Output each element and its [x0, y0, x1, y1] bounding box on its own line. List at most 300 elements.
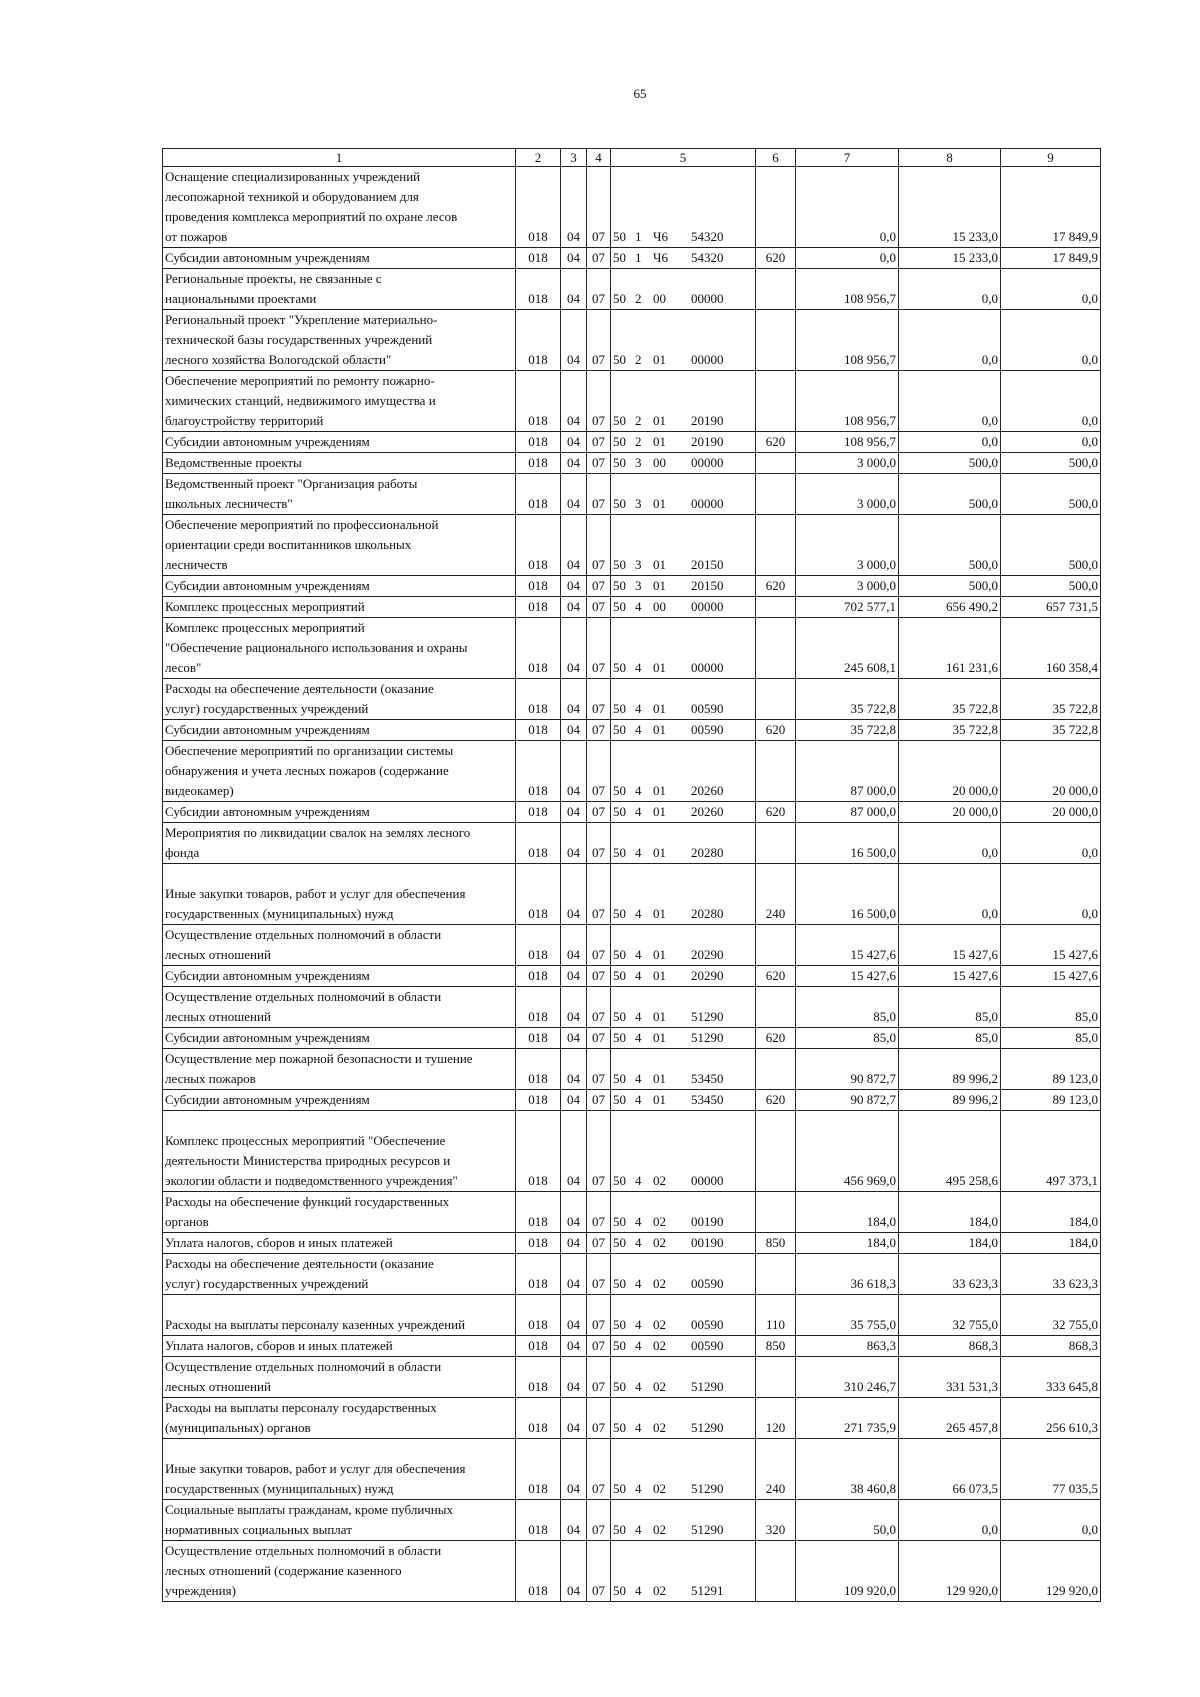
col-7-amount: 16 500,0 — [796, 864, 899, 925]
table-row — [163, 618, 1101, 679]
col-2-code: 018 — [516, 1357, 561, 1398]
code-part-direction: 4 — [635, 1009, 642, 1024]
row-name-line: Комплекс процессных мероприятий — [165, 620, 365, 635]
col-5-code — [611, 1254, 756, 1295]
col-2-code: 018 — [516, 167, 561, 248]
col-5-code — [611, 679, 756, 720]
col-5-code — [611, 720, 756, 741]
col-2-code: 018 — [516, 802, 561, 823]
row-name-line: лесов" — [165, 660, 202, 675]
col-9-amount: 184,0 — [1001, 1233, 1101, 1254]
code-part-program: 50 — [613, 557, 626, 572]
col-8-amount: 0,0 — [899, 269, 1001, 310]
col-7-amount: 245 608,1 — [796, 618, 899, 679]
header-cell: 8 — [899, 149, 1001, 167]
code-part-event: 01 — [653, 722, 666, 737]
col-8-amount: 35 722,8 — [899, 720, 1001, 741]
code-part-program: 50 — [613, 722, 626, 737]
header-row — [163, 149, 1101, 167]
col-8-amount: 15 233,0 — [899, 248, 1001, 269]
col-8-amount: 89 996,2 — [899, 1049, 1001, 1090]
col-3-code: 04 — [561, 823, 587, 864]
row-name-line: Расходы на обеспечение деятельности (оказание — [165, 1256, 434, 1271]
header-cell: 6 — [756, 149, 796, 167]
col-7-amount: 35 722,8 — [796, 679, 899, 720]
col-2-code: 018 — [516, 474, 561, 515]
col-2-code: 018 — [516, 1541, 561, 1602]
col-9-amount: 868,3 — [1001, 1336, 1101, 1357]
code-part-expense: 51290 — [691, 1481, 724, 1496]
col-9-amount: 85,0 — [1001, 987, 1101, 1028]
code-part-expense: 51290 — [691, 1379, 724, 1394]
row-name-line: обнаружения и учета лесных пожаров (содержание — [165, 763, 449, 778]
code-part-expense: 00590 — [691, 1276, 724, 1291]
row-name — [163, 1295, 516, 1336]
row-name — [163, 1090, 516, 1111]
code-part-program: 50 — [613, 1071, 626, 1086]
code-part-event: 02 — [653, 1338, 666, 1353]
col-5-code — [611, 371, 756, 432]
col-6-code — [756, 823, 796, 864]
code-part-program: 50 — [613, 968, 626, 983]
col-7-amount: 310 246,7 — [796, 1357, 899, 1398]
col-7-amount: 109 920,0 — [796, 1541, 899, 1602]
code-part-event: 02 — [653, 1522, 666, 1537]
code-part-program: 50 — [613, 1522, 626, 1537]
col-5-code — [611, 474, 756, 515]
col-4-code: 07 — [587, 576, 611, 597]
col-8-amount: 184,0 — [899, 1233, 1001, 1254]
col-2-code: 018 — [516, 515, 561, 576]
col-3-code: 04 — [561, 864, 587, 925]
col-4-code: 07 — [587, 679, 611, 720]
col-7-amount: 271 735,9 — [796, 1398, 899, 1439]
row-name — [163, 823, 516, 864]
row-name-line: (муниципальных) органов — [165, 1420, 311, 1435]
col-6-code: 320 — [756, 1500, 796, 1541]
col-7-amount: 863,3 — [796, 1336, 899, 1357]
col-5-code — [611, 864, 756, 925]
row-name — [163, 1398, 516, 1439]
col-5-code — [611, 432, 756, 453]
row-name — [163, 925, 516, 966]
col-3-code: 04 — [561, 269, 587, 310]
col-6-code — [756, 474, 796, 515]
col-9-amount: 0,0 — [1001, 864, 1101, 925]
table-row — [163, 1028, 1101, 1049]
code-part-program: 50 — [613, 1173, 626, 1188]
col-6-code — [756, 987, 796, 1028]
table-row — [163, 269, 1101, 310]
col-7-amount: 108 956,7 — [796, 371, 899, 432]
code-part-expense: 00000 — [691, 352, 724, 367]
col-8-amount: 15 233,0 — [899, 167, 1001, 248]
col-2-code: 018 — [516, 720, 561, 741]
col-9-amount: 32 755,0 — [1001, 1295, 1101, 1336]
col-6-code — [756, 310, 796, 371]
col-3-code: 04 — [561, 1357, 587, 1398]
row-name-line: национальными проектами — [165, 291, 317, 306]
table-row — [163, 576, 1101, 597]
col-6-code — [756, 1111, 796, 1192]
col-3-code: 04 — [561, 453, 587, 474]
code-part-program: 50 — [613, 1420, 626, 1435]
code-part-direction: 4 — [635, 1071, 642, 1086]
col-3-code: 04 — [561, 987, 587, 1028]
table-row — [163, 515, 1101, 576]
col-8-amount: 0,0 — [899, 1500, 1001, 1541]
code-part-program: 50 — [613, 1338, 626, 1353]
code-part-direction: 2 — [635, 291, 642, 306]
code-part-event: 02 — [653, 1481, 666, 1496]
col-2-code: 018 — [516, 925, 561, 966]
code-part-event: Ч6 — [653, 250, 668, 265]
col-3-code: 04 — [561, 925, 587, 966]
row-name-line: деятельности Министерства природных ресурсов и — [165, 1153, 451, 1168]
col-2-code: 018 — [516, 432, 561, 453]
code-part-event: 02 — [653, 1420, 666, 1435]
col-9-amount: 85,0 — [1001, 1028, 1101, 1049]
code-part-program: 50 — [613, 1481, 626, 1496]
row-name-line: лесничеств — [165, 557, 228, 572]
col-9-amount: 20 000,0 — [1001, 802, 1101, 823]
col-5-code — [611, 1028, 756, 1049]
col-6-code: 620 — [756, 432, 796, 453]
code-part-event: 02 — [653, 1379, 666, 1394]
code-part-expense: 53450 — [691, 1071, 724, 1086]
col-9-amount: 333 645,8 — [1001, 1357, 1101, 1398]
col-2-code: 018 — [516, 1439, 561, 1500]
row-name-line: Обеспечение мероприятий по организации системы — [165, 743, 454, 758]
row-name-line: Субсидии автономным учреждениям — [165, 968, 370, 983]
code-part-program: 50 — [613, 906, 626, 921]
code-part-expense: 00000 — [691, 496, 724, 511]
table-row — [163, 248, 1101, 269]
code-part-event: 01 — [653, 701, 666, 716]
row-name-line: лесных отношений (содержание казенного — [165, 1563, 402, 1578]
table-row — [163, 432, 1101, 453]
col-3-code: 04 — [561, 167, 587, 248]
col-3-code: 04 — [561, 1049, 587, 1090]
table-row — [163, 1336, 1101, 1357]
col-7-amount: 108 956,7 — [796, 310, 899, 371]
code-part-direction: 4 — [635, 1173, 642, 1188]
row-name-line: лесопожарной техникой и оборудованием для — [165, 189, 419, 204]
col-9-amount: 657 731,5 — [1001, 597, 1101, 618]
row-name — [163, 1541, 516, 1602]
col-5-code — [611, 1233, 756, 1254]
col-7-amount: 0,0 — [796, 167, 899, 248]
col-6-code: 620 — [756, 576, 796, 597]
col-3-code: 04 — [561, 966, 587, 987]
code-part-program: 50 — [613, 1092, 626, 1107]
col-2-code: 018 — [516, 1049, 561, 1090]
col-8-amount: 66 073,5 — [899, 1439, 1001, 1500]
code-part-expense: 51291 — [691, 1583, 724, 1598]
col-4-code: 07 — [587, 864, 611, 925]
col-9-amount: 77 035,5 — [1001, 1439, 1101, 1500]
col-3-code: 04 — [561, 1028, 587, 1049]
col-9-amount: 0,0 — [1001, 269, 1101, 310]
col-6-code — [756, 167, 796, 248]
col-6-code — [756, 1357, 796, 1398]
row-name-line: Социальные выплаты гражданам, кроме публичных — [165, 1502, 453, 1517]
row-name-line: Обеспечение мероприятий по ремонту пожарно- — [165, 373, 435, 388]
col-5-code — [611, 823, 756, 864]
col-7-amount: 35 755,0 — [796, 1295, 899, 1336]
col-7-amount: 456 969,0 — [796, 1111, 899, 1192]
col-5-code — [611, 515, 756, 576]
row-name-line — [165, 864, 513, 884]
col-8-amount: 0,0 — [899, 432, 1001, 453]
col-9-amount: 0,0 — [1001, 1500, 1101, 1541]
row-name-line: видеокамер) — [165, 783, 234, 798]
col-4-code: 07 — [587, 925, 611, 966]
col-9-amount: 35 722,8 — [1001, 679, 1101, 720]
table-row — [163, 474, 1101, 515]
row-name-line: лесных отношений — [165, 947, 271, 962]
col-4-code: 07 — [587, 1500, 611, 1541]
table-row — [163, 371, 1101, 432]
code-part-program: 50 — [613, 1317, 626, 1332]
col-6-code — [756, 597, 796, 618]
col-5-code — [611, 453, 756, 474]
code-part-program: 50 — [613, 947, 626, 962]
code-part-program: 50 — [613, 845, 626, 860]
row-name — [163, 167, 516, 248]
col-4-code: 07 — [587, 1357, 611, 1398]
code-part-program: 50 — [613, 1583, 626, 1598]
table-row — [163, 720, 1101, 741]
col-6-code: 620 — [756, 248, 796, 269]
col-3-code: 04 — [561, 597, 587, 618]
col-3-code: 04 — [561, 1295, 587, 1336]
col-4-code: 07 — [587, 1295, 611, 1336]
row-name-line: Региональные проекты, не связанные с — [165, 271, 382, 286]
code-part-event: 01 — [653, 1092, 666, 1107]
row-name-line: государственных (муниципальных) нужд — [165, 1481, 394, 1496]
code-part-program: 50 — [613, 455, 626, 470]
row-name — [163, 576, 516, 597]
code-part-event: 01 — [653, 352, 666, 367]
code-part-direction: 2 — [635, 413, 642, 428]
col-4-code: 07 — [587, 515, 611, 576]
code-part-event: Ч6 — [653, 229, 668, 244]
col-5-code — [611, 1111, 756, 1192]
col-7-amount: 85,0 — [796, 1028, 899, 1049]
col-3-code: 04 — [561, 1192, 587, 1233]
row-name-line: Субсидии автономным учреждениям — [165, 434, 370, 449]
table-row — [163, 1111, 1101, 1192]
code-part-direction: 4 — [635, 1481, 642, 1496]
col-2-code: 018 — [516, 1233, 561, 1254]
table-body — [163, 167, 1101, 1602]
code-part-program: 50 — [613, 496, 626, 511]
table-row — [163, 1090, 1101, 1111]
code-part-direction: 4 — [635, 1338, 642, 1353]
col-6-code: 620 — [756, 1028, 796, 1049]
col-6-code — [756, 371, 796, 432]
code-part-expense: 00590 — [691, 1317, 724, 1332]
row-name-line: Иные закупки товаров, работ и услуг для обеспечения — [165, 886, 466, 901]
row-name-line: Расходы на обеспечение функций государственных — [165, 1194, 450, 1209]
col-8-amount: 0,0 — [899, 310, 1001, 371]
row-name — [163, 1233, 516, 1254]
row-name — [163, 1049, 516, 1090]
col-7-amount: 108 956,7 — [796, 269, 899, 310]
code-part-expense: 51290 — [691, 1522, 724, 1537]
code-part-program: 50 — [613, 250, 626, 265]
col-5-code — [611, 741, 756, 802]
col-3-code: 04 — [561, 474, 587, 515]
col-4-code: 07 — [587, 966, 611, 987]
col-7-amount: 3 000,0 — [796, 515, 899, 576]
col-6-code: 850 — [756, 1233, 796, 1254]
col-8-amount: 331 531,3 — [899, 1357, 1001, 1398]
col-5-code — [611, 1295, 756, 1336]
col-9-amount: 129 920,0 — [1001, 1541, 1101, 1602]
code-part-event: 02 — [653, 1276, 666, 1291]
code-part-expense: 20150 — [691, 578, 724, 593]
code-part-expense: 00000 — [691, 660, 724, 675]
col-6-code — [756, 453, 796, 474]
col-5-code — [611, 269, 756, 310]
col-5-code — [611, 248, 756, 269]
code-part-expense: 20150 — [691, 557, 724, 572]
header-cell: 3 — [561, 149, 587, 167]
code-part-direction: 4 — [635, 804, 642, 819]
code-part-direction: 4 — [635, 1214, 642, 1229]
row-name-line: благоустройству территорий — [165, 413, 324, 428]
col-7-amount: 3 000,0 — [796, 453, 899, 474]
row-name-line: Региональный проект "Укрепление материально- — [165, 312, 438, 327]
col-3-code: 04 — [561, 1090, 587, 1111]
code-part-expense: 20290 — [691, 947, 724, 962]
row-name — [163, 1336, 516, 1357]
code-part-event: 01 — [653, 434, 666, 449]
col-8-amount: 0,0 — [899, 864, 1001, 925]
code-part-program: 50 — [613, 578, 626, 593]
code-part-event: 01 — [653, 578, 666, 593]
col-7-amount: 3 000,0 — [796, 474, 899, 515]
col-3-code: 04 — [561, 1254, 587, 1295]
col-4-code: 07 — [587, 167, 611, 248]
col-4-code: 07 — [587, 474, 611, 515]
col-9-amount: 0,0 — [1001, 371, 1101, 432]
col-9-amount: 497 373,1 — [1001, 1111, 1101, 1192]
row-name-line: школьных лесничеств" — [165, 496, 293, 511]
col-5-code — [611, 966, 756, 987]
header-cell: 1 — [163, 149, 516, 167]
code-part-direction: 4 — [635, 1379, 642, 1394]
col-7-amount: 16 500,0 — [796, 823, 899, 864]
code-part-program: 50 — [613, 291, 626, 306]
col-8-amount: 500,0 — [899, 576, 1001, 597]
row-name-line: лесного хозяйства Вологодской области" — [165, 352, 392, 367]
table-row — [163, 1254, 1101, 1295]
row-name — [163, 269, 516, 310]
col-9-amount: 89 123,0 — [1001, 1049, 1101, 1090]
col-2-code: 018 — [516, 618, 561, 679]
col-2-code: 018 — [516, 371, 561, 432]
code-part-expense: 20260 — [691, 783, 724, 798]
col-4-code: 07 — [587, 1111, 611, 1192]
col-6-code: 850 — [756, 1336, 796, 1357]
col-6-code: 620 — [756, 802, 796, 823]
code-part-program: 50 — [613, 1009, 626, 1024]
row-name — [163, 1192, 516, 1233]
col-5-code — [611, 1541, 756, 1602]
table-row — [163, 987, 1101, 1028]
code-part-expense: 00000 — [691, 599, 724, 614]
col-9-amount: 0,0 — [1001, 310, 1101, 371]
col-7-amount: 87 000,0 — [796, 802, 899, 823]
row-name-line: Осуществление отдельных полномочий в области — [165, 1359, 442, 1374]
col-8-amount: 15 427,6 — [899, 925, 1001, 966]
col-3-code: 04 — [561, 679, 587, 720]
code-part-program: 50 — [613, 1235, 626, 1250]
col-2-code: 018 — [516, 679, 561, 720]
code-part-direction: 4 — [635, 845, 642, 860]
col-2-code: 018 — [516, 310, 561, 371]
code-part-expense: 00000 — [691, 291, 724, 306]
col-4-code: 07 — [587, 597, 611, 618]
col-5-code — [611, 802, 756, 823]
code-part-direction: 4 — [635, 1420, 642, 1435]
table-row — [163, 1541, 1101, 1602]
col-4-code: 07 — [587, 1336, 611, 1357]
col-4-code: 07 — [587, 720, 611, 741]
row-name-line: лесных отношений — [165, 1379, 271, 1394]
row-name-line: от пожаров — [165, 229, 228, 244]
col-8-amount: 85,0 — [899, 1028, 1001, 1049]
col-4-code: 07 — [587, 618, 611, 679]
col-6-code: 120 — [756, 1398, 796, 1439]
row-name — [163, 1111, 516, 1192]
code-part-direction: 3 — [635, 496, 642, 511]
col-9-amount: 160 358,4 — [1001, 618, 1101, 679]
col-4-code: 07 — [587, 453, 611, 474]
code-part-event: 01 — [653, 660, 666, 675]
col-5-code — [611, 618, 756, 679]
row-name-line: учреждения) — [165, 1583, 236, 1598]
row-name-line: технической базы государственных учреждений — [165, 332, 433, 347]
col-8-amount: 495 258,6 — [899, 1111, 1001, 1192]
code-part-expense: 51290 — [691, 1420, 724, 1435]
code-part-program: 50 — [613, 660, 626, 675]
col-4-code: 07 — [587, 987, 611, 1028]
col-8-amount: 868,3 — [899, 1336, 1001, 1357]
code-part-expense: 20260 — [691, 804, 724, 819]
code-part-direction: 1 — [635, 250, 642, 265]
col-2-code: 018 — [516, 823, 561, 864]
row-name-line: нормативных социальных выплат — [165, 1522, 352, 1537]
col-4-code: 07 — [587, 823, 611, 864]
code-part-direction: 4 — [635, 599, 642, 614]
col-2-code: 018 — [516, 597, 561, 618]
col-8-amount: 265 457,8 — [899, 1398, 1001, 1439]
code-part-expense: 20190 — [691, 413, 724, 428]
col-4-code: 07 — [587, 310, 611, 371]
code-part-event: 01 — [653, 1071, 666, 1086]
code-part-event: 01 — [653, 845, 666, 860]
row-name-line: химических станций, недвижимого имущества и — [165, 393, 436, 408]
row-name-line: Обеспечение мероприятий по профессиональной — [165, 517, 439, 532]
col-8-amount: 35 722,8 — [899, 679, 1001, 720]
code-part-event: 00 — [653, 291, 666, 306]
table-row — [163, 679, 1101, 720]
table-row — [163, 453, 1101, 474]
